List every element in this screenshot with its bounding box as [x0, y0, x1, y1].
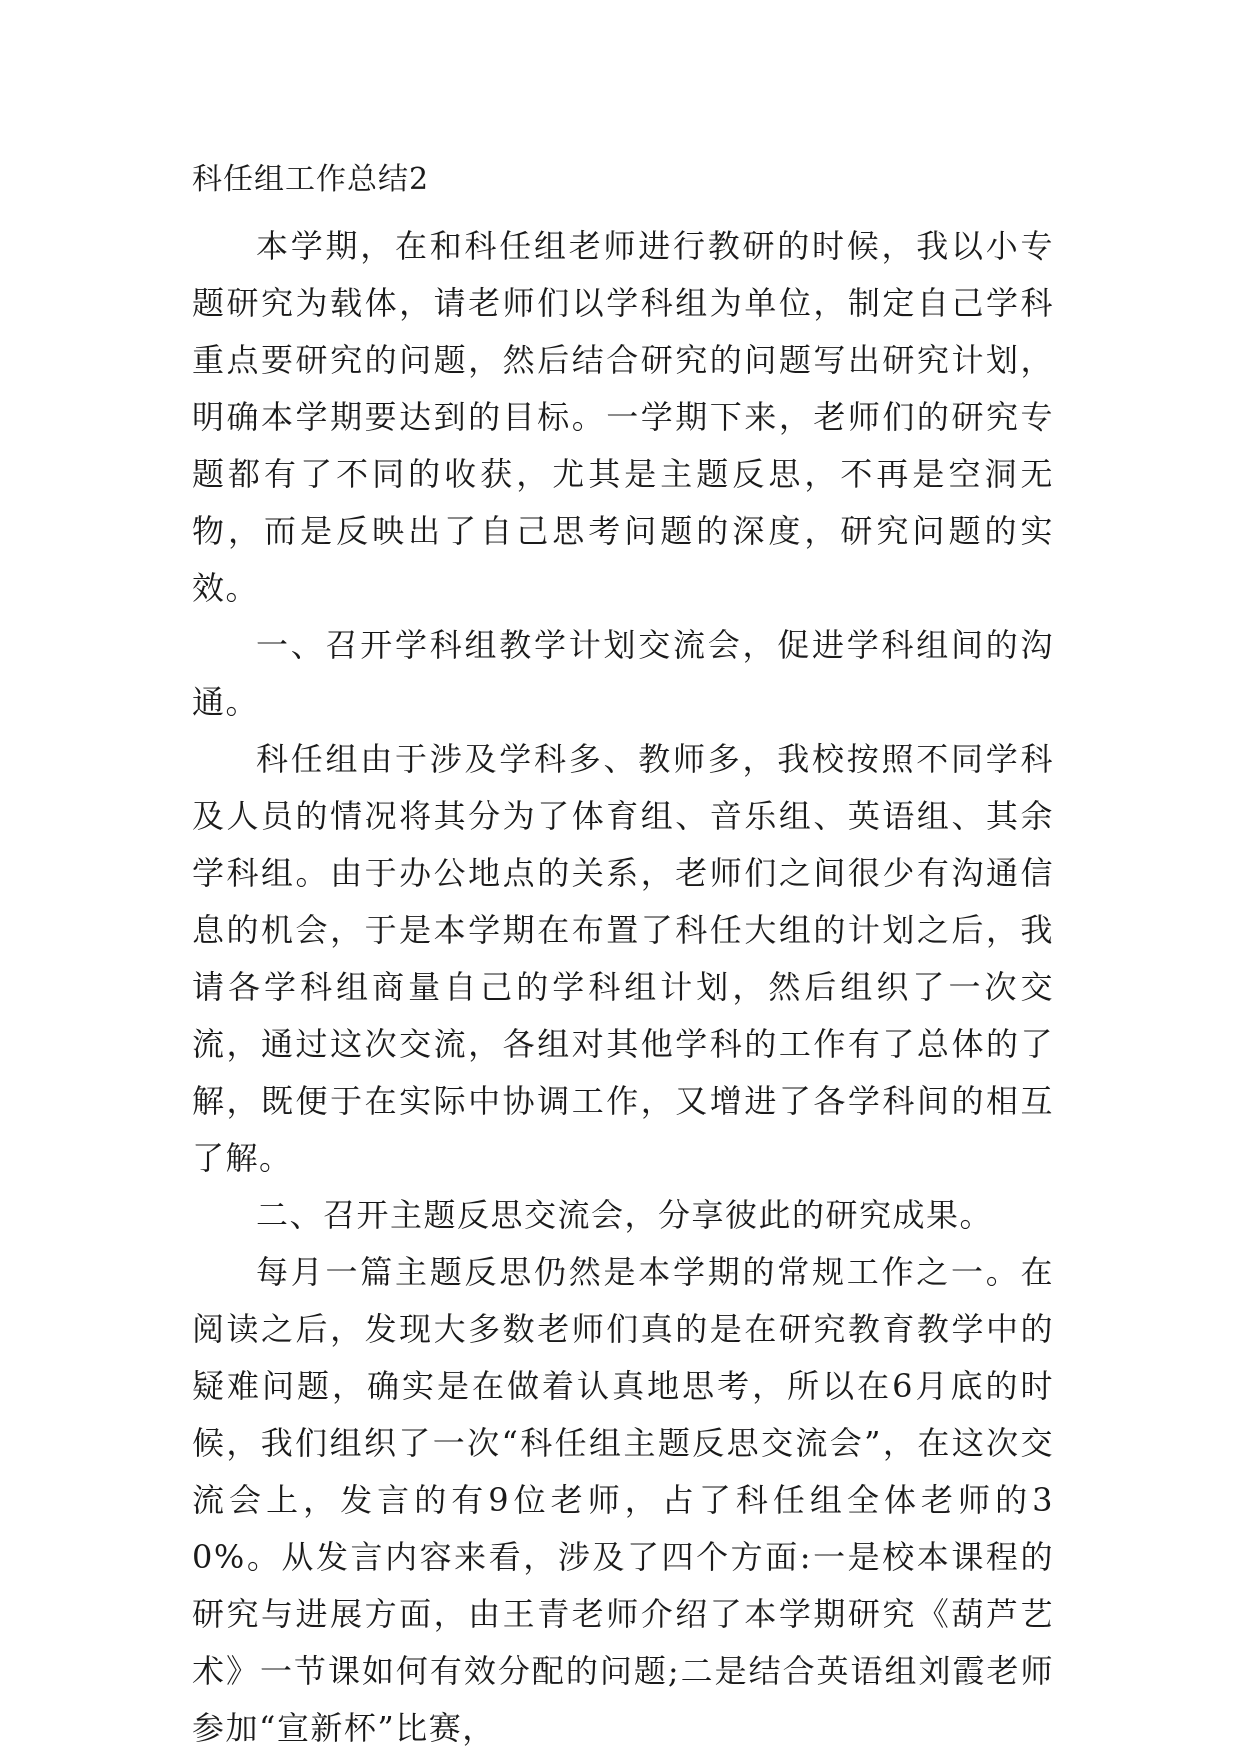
document-page — [192, 160, 1054, 1757]
paragraph-section-2: 每月一篇主题反思仍然是本学期的常规工作之一。在阅读之后，发现大多数老师们真的是在研究教育教学中的疑难问题，确实是在做着认真地思考，所以在6月底的时候，我们组织了一次“科任组主题反思交流会”，在这次交流会上，发言的有9位老师，占了科任组全体老师的30%。从发言内容来看，涉及了四个方面:一是校本课程的研究与进展方面，由王青老师介绍了本学期研究《葫芦艺术》一节课如何有效分配的问题;二是结合英语组刘霞老师参加“宣新杯”比赛， — [192, 1253, 1054, 1747]
paragraph-heading-1: 一、召开学科组教学计划交流会，促进学科组间的沟通。 — [192, 626, 1054, 721]
paragraph-section-1: 科任组由于涉及学科多、教师多，我校按照不同学科及人员的情况将其分为了体育组、音乐组、英语组、其余学科组。由于办公地点的关系，老师们之间很少有沟通信息的机会，于是本学期在布置了科任大组的计划之后，我请各学科组商量自己的学科组计划，然后组织了一次交流，通过这次交流，各组对其他学科的工作有了总体的了解，既便于在实际中协调工作，又增进了各学科间的相互了解。 — [192, 740, 1054, 1177]
paragraph-heading-2: 二、召开主题反思交流会，分享彼此的研究成果。 — [256, 1196, 994, 1234]
document-title: 科任组工作总结2 — [192, 162, 430, 197]
paragraph-intro: 本学期，在和科任组老师进行教研的时候，我以小专题研究为载体，请老师们以学科组为单位，制定自己学科重点要研究的问题，然后结合研究的问题写出研究计划，明确本学期要达到的目标。一学期下来，老师们的研究专题都有了不同的收获，尤其是主题反思，不再是空洞无物，而是反映出了自己思考问题的深度，研究问题的实效。 — [192, 227, 1054, 607]
